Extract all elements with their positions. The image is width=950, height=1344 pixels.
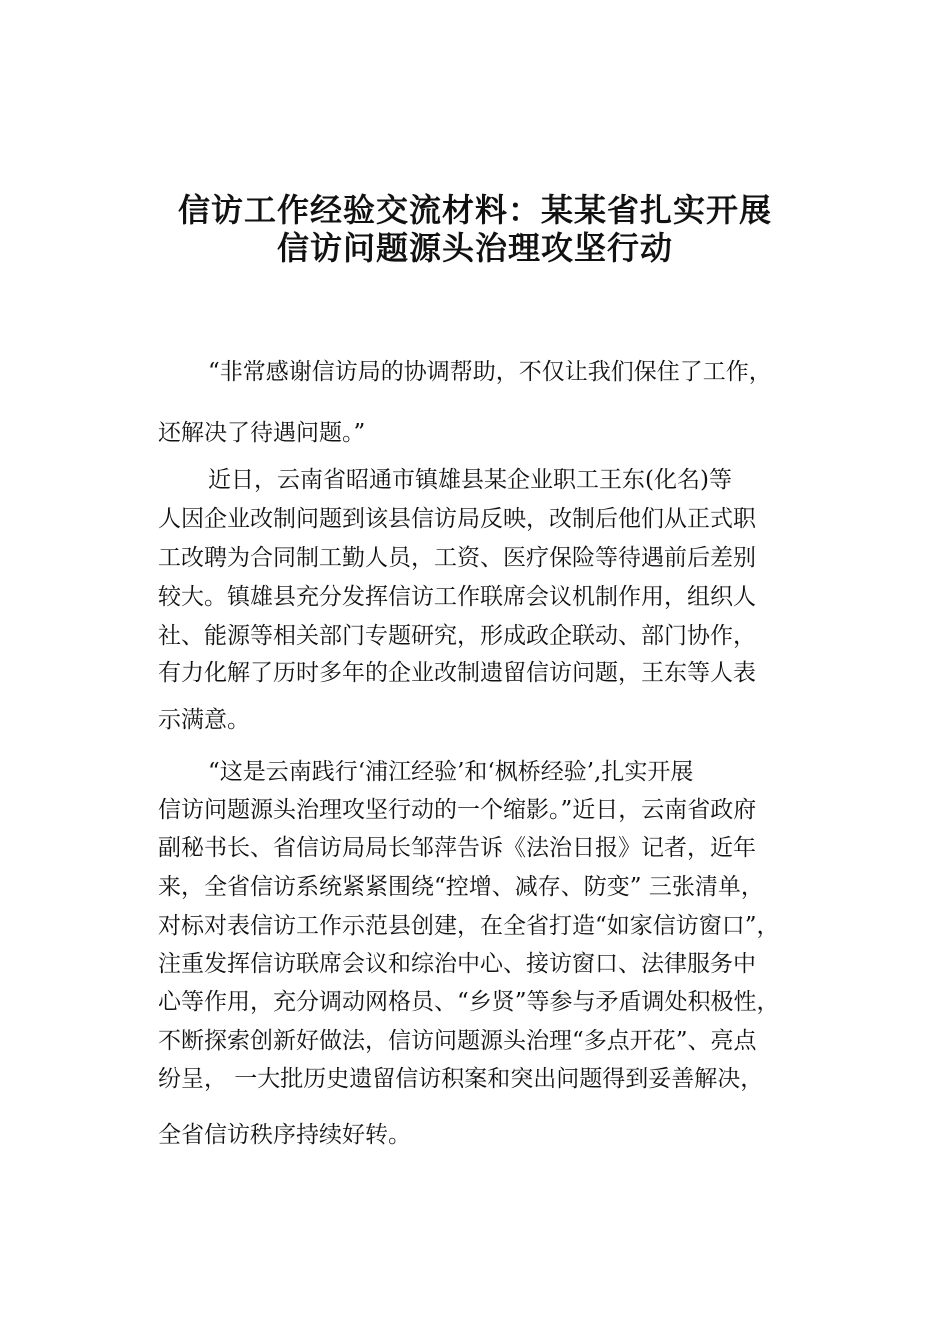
document-title-line-2: 信访问题源头治理攻坚行动 xyxy=(276,229,673,267)
paragraph-2-line-7: 示满意。 xyxy=(158,707,250,733)
paragraph-3-line-2: 信访问题源头治理攻坚行动的一个缩影。”近日，云南省政府 xyxy=(158,797,757,823)
paragraph-3-line-6: 注重发挥信访联席会议和综治中心、接访窗口、法律服务中 xyxy=(158,951,756,977)
paragraph-2-line-4: 较大。镇雄县充分发挥信访工作联席会议机制作用，组织人 xyxy=(158,584,756,610)
paragraph-1-line-1: “非常感谢信访局的协调帮助，不仅让我们保住了工作， xyxy=(208,359,772,385)
paragraph-3-line-9: 纷呈， 一大批历史遗留信访积案和突出问题得到妥善解决， xyxy=(158,1066,764,1092)
paragraph-2-line-3: 工改聘为合同制工勤人员，工资、医疗保险等待遇前后差别 xyxy=(158,545,756,571)
paragraph-3-line-4: 来，全省信访系统紧紧围绕“控增、减存、防变” 三张清单， xyxy=(158,874,764,900)
paragraph-3-line-5: 对标对表信访工作示范县创建，在全省打造“如家信访窗口”， xyxy=(158,913,780,939)
paragraph-2-line-1: 近日，云南省昭通市镇雄县某企业职工王东(化名)等 xyxy=(208,467,732,493)
paragraph-3-line-8: 不断探索创新好做法，信访问题源头治理“多点开花”、亮点 xyxy=(158,1028,757,1054)
paragraph-2-line-5: 社、能源等相关部门专题研究，形成政企联动、部门协作， xyxy=(158,623,756,649)
paragraph-3-line-1: “这是云南践行‘浦江经验’和‘枫桥经验’,扎实开展 xyxy=(208,759,694,785)
paragraph-2-line-2: 人因企业改制问题到该县信访局反映，改制后他们从正式职 xyxy=(158,506,756,532)
paragraph-1-line-2: 还解决了待遇问题。” xyxy=(158,420,366,446)
paragraph-3-line-3: 副秘书长、省信访局局长邹萍告诉《法治日报》记者，近年 xyxy=(158,835,756,861)
paragraph-3-line-10: 全省信访秩序持续好转。 xyxy=(158,1122,411,1148)
paragraph-3-line-7: 心等作用，充分调动网格员、“乡贤”等参与矛盾调处积极性， xyxy=(158,989,780,1015)
paragraph-2-line-6: 有力化解了历时多年的企业改制遗留信访问题，王东等人表 xyxy=(158,660,756,686)
document-title-line-1: 信访工作经验交流材料：某某省扎实开展 xyxy=(177,191,772,229)
